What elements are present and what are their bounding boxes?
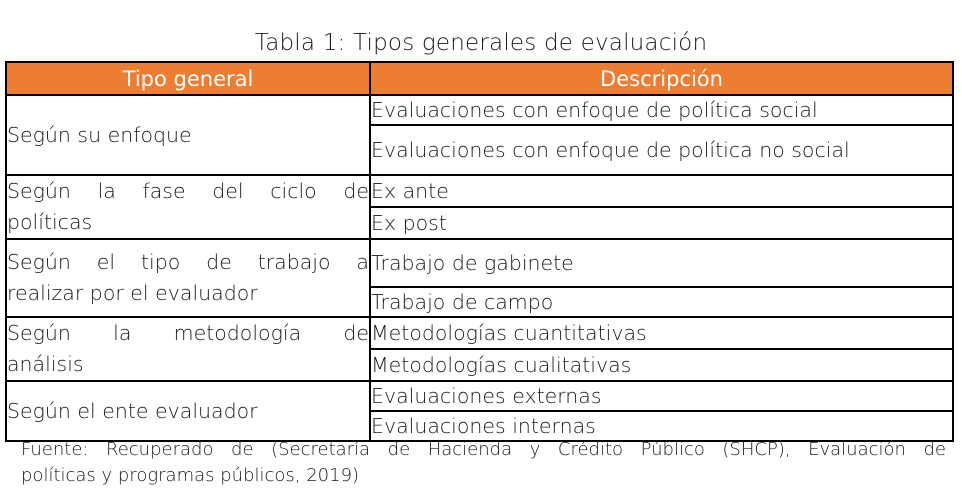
tipo-label: Según la metodología de [7, 321, 369, 345]
header-tipo-general: Tipo general [6, 62, 370, 95]
header-descripcion: Descripción [370, 62, 953, 95]
desc-cell: Evaluaciones con enfoque de política no social [370, 125, 953, 175]
tipo-label: realizar por el evaluador [7, 281, 258, 305]
tipo-label: políticas [7, 210, 93, 234]
desc-cell: Evaluaciones con enfoque de política social [370, 95, 953, 125]
source-line: Fuente: Recuperado de (Secretaría de Hacienda y Crédito Público (SHCP), Evaluación de [21, 439, 946, 460]
source-line: políticas y programas públicos, 2019) [21, 465, 360, 486]
table-title: Tabla 1: Tipos generales de evaluación [254, 30, 708, 56]
tipo-cell-trabajo [6, 239, 370, 317]
desc-cell: Trabajo de gabinete [370, 239, 953, 287]
tipo-label: Según el ente evaluador [7, 399, 258, 423]
desc-cell: Trabajo de campo [370, 287, 953, 317]
desc-cell: Metodologías cuantitativas [370, 317, 953, 349]
table-row [6, 317, 953, 349]
tipo-cell-fase [6, 175, 370, 239]
table-row [6, 175, 953, 207]
tipo-label: análisis [7, 352, 84, 376]
desc-cell: Ex post [370, 207, 953, 239]
tipo-label: Según la fase del ciclo de [7, 179, 369, 203]
table-header-row [6, 62, 953, 95]
desc-cell: Evaluaciones externas [370, 381, 953, 411]
table-row [6, 95, 953, 125]
desc-cell: Evaluaciones internas [370, 411, 953, 441]
source-note [21, 437, 946, 489]
table-row [6, 381, 953, 411]
tipo-cell-ente [6, 381, 370, 441]
tipo-cell-metodologia [6, 317, 370, 381]
desc-cell: Ex ante [370, 175, 953, 207]
evaluation-types-table [5, 61, 954, 442]
desc-cell: Metodologías cualitativas [370, 349, 953, 381]
table-row [6, 239, 953, 287]
tipo-label: Según el tipo de trabajo a [7, 250, 369, 274]
tipo-cell-enfoque [6, 95, 370, 175]
tipo-label: Según su enfoque [7, 123, 192, 147]
